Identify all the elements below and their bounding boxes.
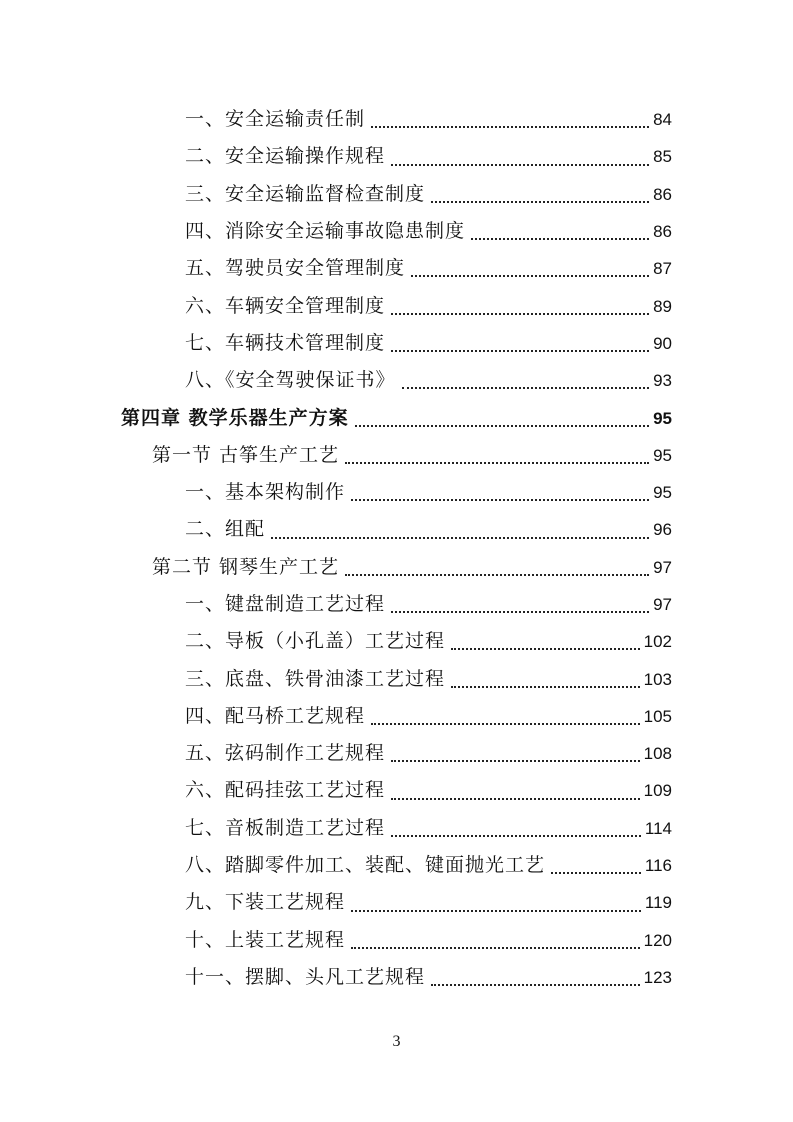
toc-entry-page: 123 — [643, 967, 672, 987]
toc-entry-page: 89 — [653, 296, 672, 316]
toc-entry-title: 十一、摆脚、头凡工艺规程 — [185, 965, 426, 988]
toc-entry-title: 六、配码挂弦工艺过程 — [185, 779, 386, 802]
toc-entry[interactable] — [0, 101, 793, 138]
toc-entry-title: 六、车辆安全管理制度 — [185, 294, 386, 317]
toc-entry[interactable] — [0, 772, 793, 809]
toc-entry-page: 84 — [653, 110, 672, 130]
toc-dot-leader — [451, 648, 640, 650]
toc-entry[interactable] — [0, 399, 793, 436]
toc-entry-page: 103 — [643, 669, 672, 689]
toc-entry[interactable] — [0, 660, 793, 697]
toc-entry[interactable] — [0, 735, 793, 772]
toc-entry[interactable] — [0, 549, 793, 586]
toc-entry-title: 八、《安全驾驶保证书》 — [185, 369, 396, 392]
toc-entry-title: 九、下装工艺规程 — [185, 891, 346, 914]
toc-entry[interactable] — [0, 810, 793, 847]
toc-entry-page: 108 — [643, 744, 672, 764]
toc-entry[interactable] — [0, 959, 793, 996]
toc-dot-leader — [431, 984, 640, 986]
toc-entry-title: 七、音板制造工艺过程 — [185, 816, 386, 839]
toc-entry-title: 三、安全运输监督检查制度 — [185, 182, 426, 205]
toc-entry[interactable] — [0, 847, 793, 884]
toc-entry-page: 119 — [644, 893, 672, 913]
toc-dot-leader — [371, 126, 649, 128]
toc-dot-leader — [391, 835, 641, 837]
toc-entry-page: 95 — [653, 483, 672, 503]
toc-entry[interactable] — [0, 623, 793, 660]
toc-entry-page: 95 — [653, 445, 672, 465]
toc-entry-title: 第二节 钢琴生产工艺 — [152, 555, 340, 578]
toc-entry-title: 二、导板（小孔盖）工艺过程 — [185, 630, 446, 653]
toc-entry-page: 102 — [643, 632, 672, 652]
toc-entry[interactable] — [0, 325, 793, 362]
toc-entry-page: 120 — [643, 930, 672, 950]
toc-entry-title: 一、安全运输责任制 — [185, 108, 366, 131]
toc-entry-page: 95 — [653, 408, 672, 428]
toc-entry-title: 八、踏脚零件加工、装配、键面抛光工艺 — [185, 854, 546, 877]
toc-entry[interactable] — [0, 586, 793, 623]
toc-entry-title: 四、消除安全运输事故隐患制度 — [185, 220, 466, 243]
toc-entry[interactable] — [0, 362, 793, 399]
toc-entry[interactable] — [0, 511, 793, 548]
toc-dot-leader — [391, 611, 649, 613]
toc-entry[interactable] — [0, 884, 793, 921]
toc-entry[interactable] — [0, 250, 793, 287]
toc-dot-leader — [391, 350, 649, 352]
toc-entry[interactable] — [0, 213, 793, 250]
toc-entry-title: 十、上装工艺规程 — [185, 928, 346, 951]
toc-entry[interactable] — [0, 138, 793, 175]
toc-dot-leader — [351, 499, 649, 501]
toc-entry[interactable] — [0, 437, 793, 474]
toc-dot-leader — [391, 760, 640, 762]
toc-dot-leader — [451, 686, 640, 688]
page-number: 3 — [392, 1033, 401, 1050]
toc-entry-page: 97 — [653, 595, 672, 614]
toc-entry-page: 96 — [653, 520, 672, 540]
toc-entry-page: 86 — [653, 222, 672, 242]
toc-entry[interactable] — [0, 287, 793, 324]
toc-entry-title: 四、配马桥工艺规程 — [185, 704, 366, 727]
toc-entry-title: 二、组配 — [185, 518, 266, 541]
toc-entry[interactable] — [0, 474, 793, 511]
toc-dot-leader — [411, 275, 649, 277]
toc-dot-leader — [351, 910, 641, 912]
toc-dot-leader — [471, 238, 649, 240]
toc-dot-leader — [391, 798, 640, 800]
table-of-contents — [0, 101, 793, 996]
toc-dot-leader — [391, 164, 649, 166]
toc-entry-title: 第一节 古筝生产工艺 — [152, 443, 340, 466]
toc-entry-page: 93 — [653, 371, 672, 391]
toc-entry-page: 86 — [653, 184, 672, 204]
toc-dot-leader — [271, 537, 649, 539]
toc-entry-page: 85 — [653, 147, 672, 167]
toc-dot-leader — [345, 462, 649, 464]
toc-entry-title: 第四章 教学乐器生产方案 — [121, 406, 349, 429]
toc-entry[interactable] — [0, 922, 793, 959]
toc-entry-page: 105 — [643, 706, 672, 726]
toc-dot-leader — [371, 723, 640, 725]
toc-dot-leader — [402, 387, 650, 389]
toc-entry-title: 三、底盘、铁骨油漆工艺过程 — [185, 667, 446, 690]
toc-entry-page: 87 — [653, 259, 672, 279]
toc-entry-title: 一、基本架构制作 — [185, 481, 346, 504]
toc-dot-leader — [551, 872, 641, 874]
toc-dot-leader — [355, 425, 649, 427]
toc-dot-leader — [351, 947, 640, 949]
toc-entry-page: 90 — [653, 333, 672, 353]
toc-entry-page: 97 — [653, 557, 672, 577]
toc-entry-page: 114 — [644, 818, 672, 838]
toc-entry-page: 116 — [644, 856, 672, 876]
toc-entry-title: 七、车辆技术管理制度 — [185, 331, 386, 354]
toc-entry-title: 一、键盘制造工艺过程 — [185, 593, 386, 615]
toc-dot-leader — [345, 574, 649, 576]
toc-entry[interactable] — [0, 698, 793, 735]
toc-entry-title: 二、安全运输操作规程 — [185, 145, 386, 168]
toc-dot-leader — [391, 313, 649, 315]
toc-dot-leader — [431, 201, 649, 203]
toc-entry-title: 五、驾驶员安全管理制度 — [185, 257, 406, 280]
toc-entry[interactable] — [0, 176, 793, 213]
toc-entry-page: 109 — [643, 781, 672, 801]
toc-entry-title: 五、弦码制作工艺规程 — [185, 742, 386, 765]
